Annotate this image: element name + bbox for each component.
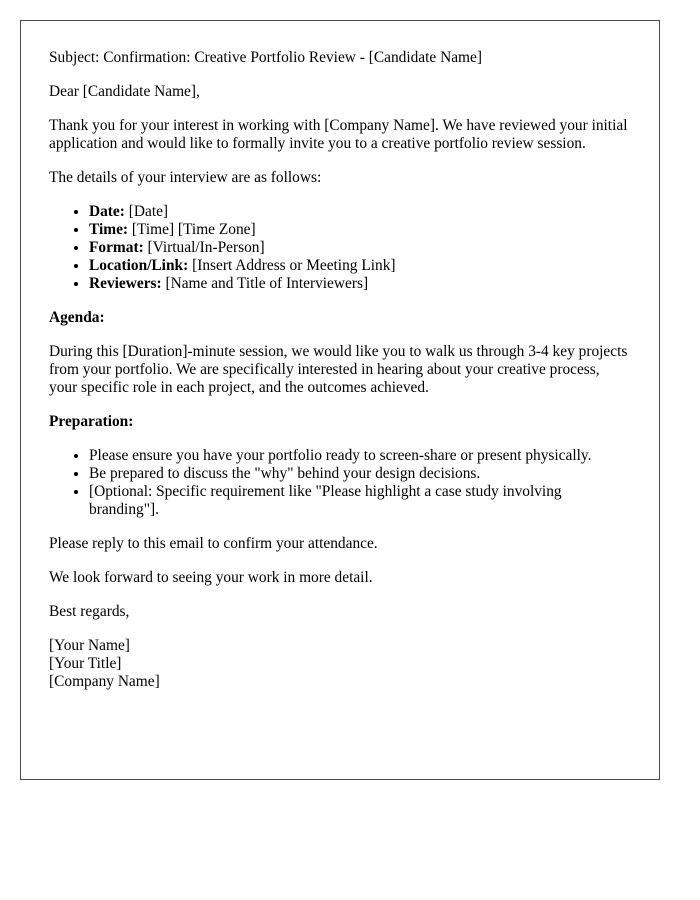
details-list <box>49 203 631 293</box>
detail-item-format <box>89 239 631 257</box>
detail-value: [Virtual/In-Person] <box>143 239 265 256</box>
intro-paragraph: Thank you for your interest in working with [Company Name]. We have reviewed your initial application and would like to formally invite you to a creative portfolio review session. <box>49 117 628 152</box>
reply-request: Please reply to this email to confirm your attendance. <box>49 535 378 552</box>
details-intro: The details of your interview are as follows: <box>49 169 322 186</box>
detail-item-date <box>89 203 631 221</box>
detail-item-time <box>89 221 631 239</box>
detail-label: Date: <box>89 203 125 220</box>
detail-value: [Insert Address or Meeting Link] <box>188 257 396 274</box>
sign-off: Best regards, <box>49 603 130 620</box>
preparation-item: • Please ensure you have your portfolio ready to screen-share or present physically. <box>89 447 631 465</box>
greeting: Dear [Candidate Name], <box>49 83 200 100</box>
preparation-heading: Preparation: <box>49 413 134 430</box>
detail-label: Time: <box>89 221 129 238</box>
preparation-list <box>49 447 631 519</box>
detail-label: Format: <box>89 239 144 256</box>
closing-line: We look forward to seeing your work in more detail. <box>49 569 373 586</box>
signature-block <box>49 637 631 691</box>
detail-item-reviewers <box>89 275 631 293</box>
agenda-paragraph: During this [Duration]-minute session, we would like you to walk us through 3-4 key projects from your portfolio. We are specifically interested in hearing about your creative process, your specific role in each project, and the outcomes achieved. <box>49 343 628 396</box>
detail-value: [Date] <box>124 203 169 220</box>
agenda-heading: Agenda: <box>49 309 105 326</box>
detail-item-location <box>89 257 631 275</box>
letter-container <box>20 20 660 780</box>
detail-value: [Name and Title of Interviewers] <box>161 275 369 292</box>
preparation-item: • [Optional: Specific requirement like "Please highlight a case study involving branding"]. <box>89 483 631 519</box>
detail-value: [Time] [Time Zone] <box>128 221 256 238</box>
signature-company: [Company Name] <box>49 673 160 690</box>
signature-title: [Your Title] <box>49 655 122 672</box>
preparation-item: • Be prepared to discuss the "why" behind your design decisions. <box>89 465 631 483</box>
subject-line: Subject: Confirmation: Creative Portfolio Review - [Candidate Name] <box>49 49 482 66</box>
detail-label: Location/Link: <box>89 257 189 274</box>
detail-label: Reviewers: <box>89 275 162 292</box>
signature-name: [Your Name] <box>49 637 130 654</box>
